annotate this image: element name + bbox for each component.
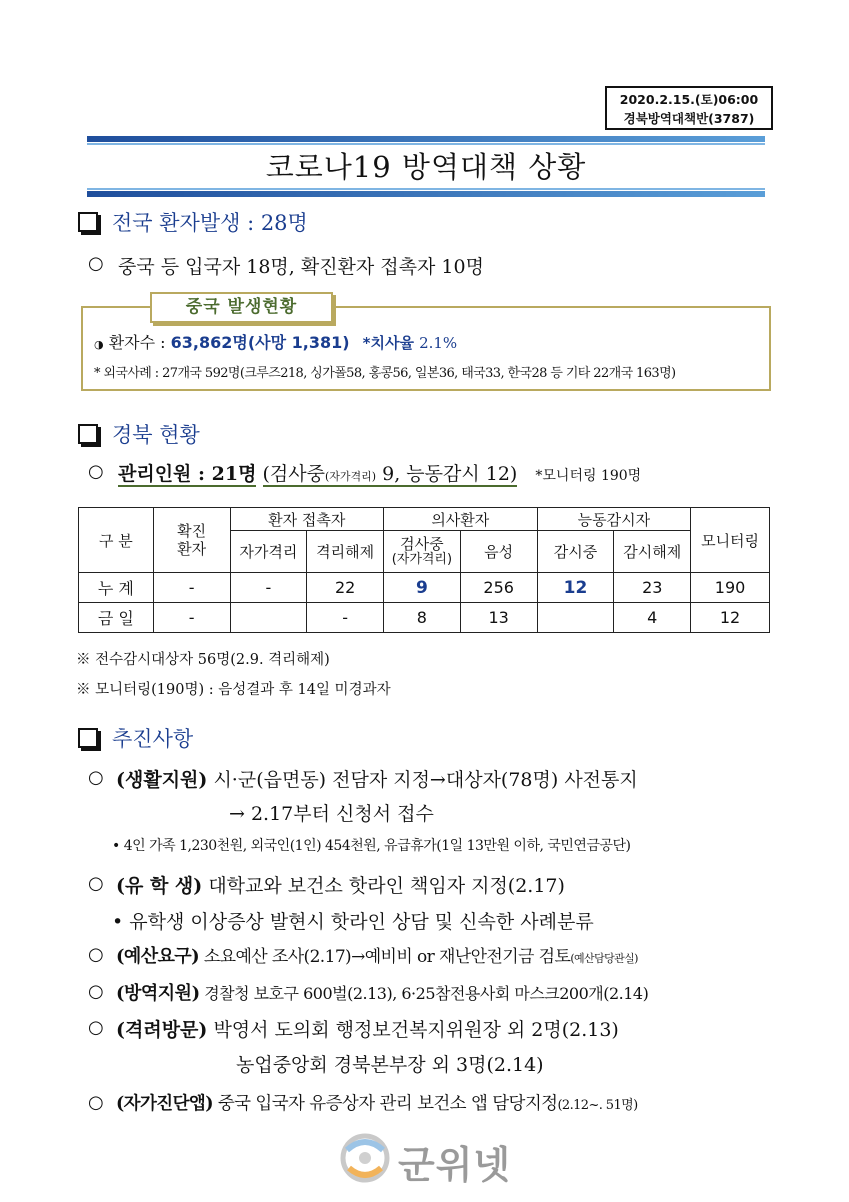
circle-bullet-icon: ○: [88, 873, 104, 894]
cell-negative: 256: [460, 573, 537, 603]
title-rule-bottom: [87, 191, 765, 197]
cell-self-isolation: -: [230, 573, 307, 603]
cell-testing: 9: [384, 573, 461, 603]
th-contact: 환자 접촉자: [230, 508, 384, 531]
action-item: [116, 1015, 619, 1042]
china-foreign-cases: * 외국사례 : 27개국 592명(크루즈218, 싱가폴58, 홍콩56, 일본36, 태국33, 한국28 등 기타 22개국 163명): [94, 366, 676, 381]
action-tag: (자가진단앱): [116, 1094, 213, 1114]
action-item: [116, 1090, 638, 1115]
title-rule-bottom-thin: [87, 188, 765, 190]
cell-confirmed: -: [153, 603, 230, 633]
mgmt-detail-small: (자가격리): [325, 470, 377, 483]
dot-bullet-icon: •: [112, 911, 124, 933]
action-subline: → 2.17부터 신청서 접수: [229, 803, 434, 825]
circle-bullet-icon: ○: [88, 1092, 104, 1113]
th-watching: 감시중: [537, 531, 614, 573]
action-item: [116, 979, 648, 1005]
cell-negative: 13: [460, 603, 537, 633]
mgmt-label: 관리인원 : 21명: [118, 463, 257, 485]
cell-monitoring: 12: [691, 603, 770, 633]
action-tag: (유 학 생): [116, 875, 203, 897]
th-watch-release: 감시해제: [614, 531, 691, 573]
china-patients-value: 63,862명(사망 1,381): [170, 333, 350, 352]
cell-watch-release: 23: [614, 573, 691, 603]
cell-monitoring: 190: [691, 573, 770, 603]
checkbox-square-icon: [78, 212, 98, 232]
china-status-tab: 중국 발생현황: [150, 292, 333, 323]
date-box: [605, 86, 773, 130]
gyeongbuk-heading: 경북 현황: [112, 423, 200, 447]
national-detail: 중국 등 입국자 18명, 확진환자 접촉자 10명: [118, 256, 484, 278]
note-line: ※ 전수감시대상자 56명(2.9. 격리해제): [76, 652, 330, 668]
mgmt-line: [118, 459, 641, 486]
circle-bullet-icon: ○: [88, 944, 104, 965]
th-negative: 음성: [460, 531, 537, 573]
checkbox-square-icon: [78, 728, 98, 748]
status-table: [78, 507, 770, 633]
action-text: 유학생 이상증상 발현시 핫라인 상담 및 신속한 사례분류: [129, 911, 594, 933]
cell-isolation-release: 22: [307, 573, 384, 603]
action-text: 대학교와 보건소 핫라인 책임자 지정(2.17): [208, 875, 565, 897]
cell-confirmed: -: [153, 573, 230, 603]
th-testing-b: (자가격리): [391, 551, 453, 567]
china-fatality-label: *치사율: [362, 334, 414, 352]
title-rule-top: [87, 136, 765, 142]
action-tag: (예산요구): [116, 946, 199, 967]
cell-watch-release: 4: [614, 603, 691, 633]
mgmt-detail-b: 9, 능동감시 12): [376, 463, 518, 485]
action-text: 소요예산 조사(2.17)→예비비 or 재난안전기금 검토: [203, 947, 571, 967]
action-text: 중국 입국자 유증상자 관리 보건소 앱 담당지정: [217, 1094, 558, 1114]
china-patients-line: [94, 330, 457, 353]
row-label: 금 일: [79, 603, 154, 633]
action-small: (2.12~. 51명): [557, 1098, 638, 1113]
watermark-logo-icon: [337, 1130, 393, 1186]
row-label: 누 계: [79, 573, 154, 603]
cell-testing: 8: [384, 603, 461, 633]
action-subline: 농업중앙회 경북본부장 외 3명(2.14): [236, 1054, 544, 1076]
dot-bullet-icon: •: [112, 838, 120, 854]
cell-self-isolation: [230, 603, 307, 633]
circle-bullet-icon: ○: [88, 981, 104, 1002]
action-item: [116, 871, 565, 898]
mgmt-detail-a: (검사중: [262, 463, 325, 485]
national-heading: 전국 환자발생 : 28명: [112, 211, 308, 235]
th-suspect: 의사환자: [384, 508, 538, 531]
th-testing-a: 검사중: [400, 534, 444, 553]
action-text: 박영서 도의회 행정보건복지위원장 외 2명(2.13): [213, 1019, 619, 1041]
action-small: (예산담당관실): [570, 952, 638, 965]
page-title: 코로나19 방역대책 상황: [265, 150, 587, 184]
note-line: ※ 모니터링(190명) : 음성결과 후 14일 미경과자: [76, 682, 391, 698]
mgmt-detail: [263, 463, 518, 487]
cell-isolation-release: -: [307, 603, 384, 633]
circle-bullet-icon: ○: [88, 461, 104, 482]
th-confirmed: 확진 환자: [153, 508, 230, 573]
action-text: 4인 가족 1,230천원, 외국인(1인) 454천원, 유급휴가(1일 13만원 이하, 국민연금공단): [123, 838, 631, 854]
cell-watching: 12: [537, 573, 614, 603]
half-circle-bullet-icon: ◑: [94, 338, 104, 351]
china-patients-prefix: 환자수 :: [108, 333, 171, 352]
monitoring-count: *모니터링 190명: [535, 468, 642, 484]
action-text: 경찰청 보호구 600벌(2.13), 6·25참전용사회 마스크200개(2.14): [204, 984, 649, 1003]
action-text: 시·군(읍면동) 전담자 지정→대상자(78명) 사전통지: [213, 769, 638, 791]
th-category: 구 분: [79, 508, 154, 573]
table-row: [79, 573, 770, 603]
action-tag: (격려방문): [116, 1019, 208, 1041]
th-monitoring: 모니터링: [691, 508, 770, 573]
checkbox-square-icon: [78, 424, 98, 444]
th-self-isolation: 자가격리: [230, 531, 307, 573]
actions-heading: 추진사항: [112, 727, 194, 751]
th-active-watch: 능동감시자: [537, 508, 691, 531]
action-bullet-line: [112, 835, 630, 855]
action-bullet-line: [112, 907, 594, 934]
circle-bullet-icon: ○: [88, 253, 104, 274]
th-isolation-release: 격리해제: [307, 531, 384, 573]
circle-bullet-icon: ○: [88, 1017, 104, 1038]
report-dept: 경북방역대책반(3787): [623, 111, 755, 126]
circle-bullet-icon: ○: [88, 767, 104, 788]
action-tag: (생활지원): [116, 769, 208, 791]
watermark-text: 군위넷: [398, 1143, 512, 1187]
action-tag: (방역지원): [116, 983, 200, 1004]
th-testing: [384, 531, 461, 573]
report-date: 2020.2.15.(토)06:00: [619, 92, 759, 107]
china-fatality-value: 2.1%: [419, 334, 458, 352]
action-item: [116, 765, 638, 792]
action-item: [116, 942, 638, 968]
cell-watching: [537, 603, 614, 633]
table-row: [79, 603, 770, 633]
